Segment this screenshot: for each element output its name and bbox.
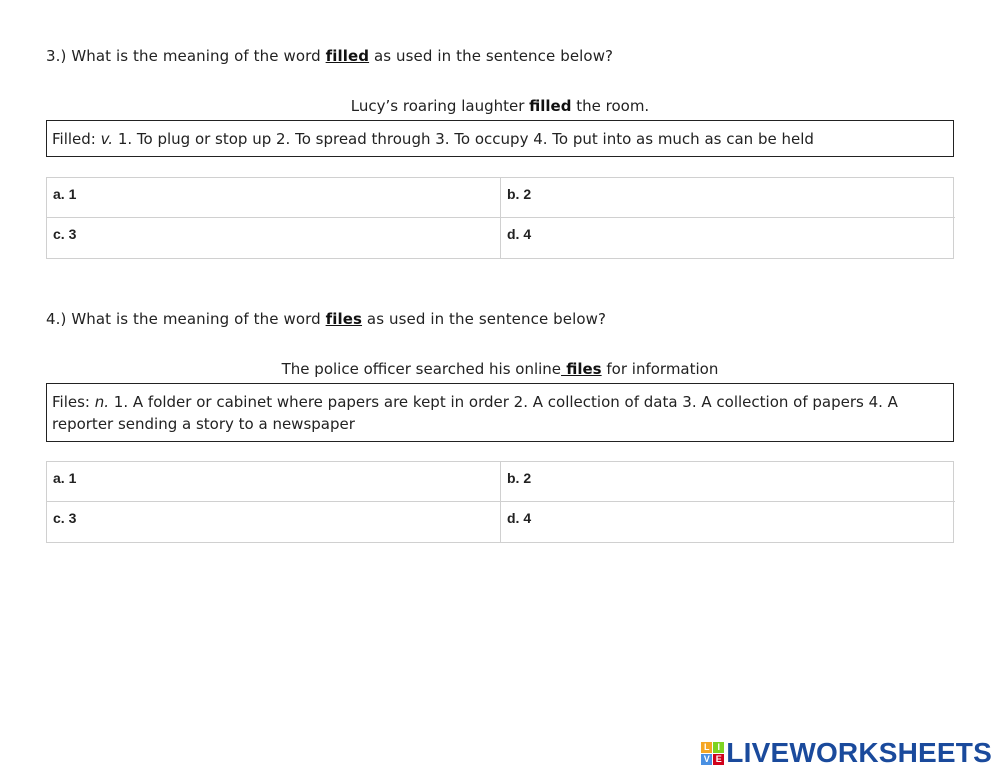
liveworksheets-logo[interactable] <box>701 737 992 769</box>
question-3-prompt <box>46 47 613 65</box>
question-4-choice-b[interactable]: b. 2 <box>501 462 955 502</box>
logo-mark-icon <box>701 742 724 765</box>
logo-letter-v: V <box>701 754 712 765</box>
question-3-def-head: Filled: <box>52 130 101 148</box>
question-3-prefix: 3.) What is the meaning of the word <box>46 47 326 65</box>
question-4-def-body: 1. A folder or cabinet where papers are kept in order 2. A collection of data 3. A collection of papers 4. A reporter sending a story to a newspaper <box>52 393 898 433</box>
question-4-keyword: files <box>325 310 363 328</box>
logo-letter-i: I <box>713 742 724 753</box>
question-4-prompt <box>46 310 606 328</box>
question-4-sentence-pre: The police officer searched his online <box>281 360 562 378</box>
question-3-keyword: filled <box>325 47 370 65</box>
question-3-choice-a[interactable]: a. 1 <box>47 178 501 218</box>
question-4-definition-box <box>46 383 954 442</box>
question-3-suffix: as used in the sentence below? <box>369 47 614 65</box>
question-3-sentence-pre: Lucy’s roaring laughter <box>350 97 530 115</box>
question-4-def-pos: n. <box>94 393 110 411</box>
question-3-choice-d[interactable]: d. 4 <box>507 226 532 242</box>
question-4-def-head: Files: <box>52 393 95 411</box>
question-3-def-body: 1. To plug or stop up 2. To spread through 3. To occupy 4. To put into as much as can be held <box>113 130 814 148</box>
logo-letter-l: L <box>701 742 712 753</box>
question-3-def-pos: v. <box>100 130 114 148</box>
question-4-sentence-post: for information <box>601 360 719 378</box>
question-4-choices <box>46 461 954 543</box>
question-3-sentence-post: the room. <box>571 97 650 115</box>
question-4-choice-a[interactable]: a. 1 <box>47 462 501 502</box>
question-4-choice-c[interactable]: c. 3 <box>47 502 501 542</box>
question-4-prefix: 4.) What is the meaning of the word <box>46 310 326 328</box>
question-4-sentence <box>0 360 1000 378</box>
question-3-choices <box>46 177 954 259</box>
logo-letter-e: E <box>713 754 724 765</box>
question-4-choice-d[interactable]: d. 4 <box>507 510 532 526</box>
question-4-suffix: as used in the sentence below? <box>362 310 607 328</box>
question-3-definition-box <box>46 120 954 157</box>
question-3-sentence-word: filled <box>529 97 572 115</box>
logo-wordmark: LIVEWORKSHEETS <box>726 737 992 768</box>
question-3-sentence <box>0 97 1000 115</box>
question-4-sentence-word: files <box>561 360 602 378</box>
question-3-choice-b[interactable]: b. 2 <box>501 178 955 218</box>
question-3-choice-c[interactable]: c. 3 <box>47 218 501 258</box>
